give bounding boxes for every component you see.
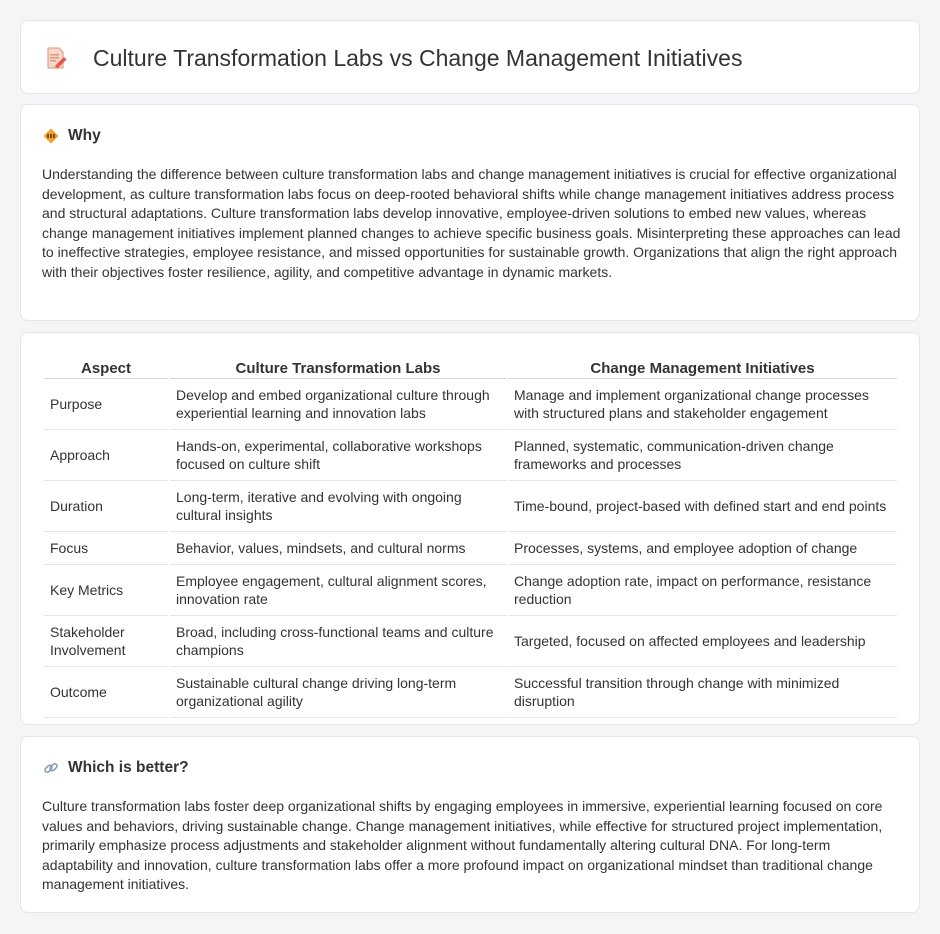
row-culture-labs: Hands-on, experimental, collaborative workshops focused on culture shift [170, 430, 506, 481]
better-title: Which is better? [68, 759, 189, 776]
table-header-row [44, 353, 897, 379]
why-header [43, 127, 101, 145]
comparison-table [42, 353, 899, 718]
table-row [44, 379, 897, 430]
header-aspect: Aspect [44, 353, 168, 379]
comparison-section [20, 332, 920, 725]
title-row [45, 21, 742, 95]
row-culture-labs: Behavior, values, mindsets, and cultural norms [170, 532, 506, 565]
table-row [44, 481, 897, 532]
row-culture-labs: Sustainable cultural change driving long-term organizational agility [170, 667, 506, 718]
better-header [43, 759, 189, 777]
why-section [20, 104, 920, 321]
row-change-management: Targeted, focused on affected employees and leadership [508, 616, 897, 667]
row-aspect: Approach [44, 430, 168, 481]
row-culture-labs: Broad, including cross-functional teams and culture champions [170, 616, 506, 667]
which-is-better-section [20, 736, 920, 913]
row-change-management: Planned, systematic, communication-driven change frameworks and processes [508, 430, 897, 481]
table-row [44, 532, 897, 565]
link-icon [43, 760, 59, 776]
row-culture-labs: Employee engagement, cultural alignment scores, innovation rate [170, 565, 506, 616]
row-aspect: Key Metrics [44, 565, 168, 616]
row-aspect: Purpose [44, 379, 168, 430]
table-row [44, 565, 897, 616]
why-body: Understanding the difference between culture transformation labs and change management initiatives is crucial for effective organizational development, as culture transformation labs focus on deep-rooted behavioral shifts while change management initiatives address process and structural adaptations. Culture transformation labs develop innovative, employee-driven solutions to embed new values, whereas change management initiatives implement planned changes to achieve specific business goals. Misinterpreting these approaches can lead to ineffective strategies, employee resistance, and missed opportunities for sustainable growth. Organizations that align the right approach with their objectives foster resilience, agility, and competitive advantage in dynamic markets. [42, 166, 901, 280]
row-aspect: Outcome [44, 667, 168, 718]
better-body: Culture transformation labs foster deep organizational shifts by engaging employees in immersive, experiential learning focused on core values and behaviors, driving sustainable change. Change management initiatives, while effective for structured project implementation, primarily emphasize process adjustments and stakeholder alignment without fundamentally altering cultural DNA. For long-term adaptability and innovation, culture transformation labs offer a more profound impact on organizational mindset than traditional change management initiatives. [42, 798, 883, 892]
row-change-management: Processes, systems, and employee adoption of change [508, 532, 897, 565]
row-culture-labs: Long-term, iterative and evolving with ongoing cultural insights [170, 481, 506, 532]
header-change-management: Change Management Initiatives [508, 353, 897, 379]
row-aspect: Stakeholder Involvement [44, 616, 168, 667]
row-change-management: Manage and implement organizational change processes with structured plans and stakeholder engagement [508, 379, 897, 430]
why-title: Why [68, 127, 101, 144]
page-title: Culture Transformation Labs vs Change Management Initiatives [93, 44, 743, 71]
table-row [44, 616, 897, 667]
row-aspect: Focus [44, 532, 168, 565]
document-pencil-icon [45, 46, 67, 70]
row-culture-labs: Develop and embed organizational culture through experiential learning and innovation labs [170, 379, 506, 430]
table-row [44, 667, 897, 718]
diamond-warning-icon [43, 128, 59, 144]
table-row [44, 430, 897, 481]
row-change-management: Time-bound, project-based with defined start and end points [508, 481, 897, 532]
header-culture-labs: Culture Transformation Labs [170, 353, 506, 379]
row-change-management: Successful transition through change with minimized disruption [508, 667, 897, 718]
row-aspect: Duration [44, 481, 168, 532]
title-card [20, 20, 920, 94]
row-change-management: Change adoption rate, impact on performance, resistance reduction [508, 565, 897, 616]
